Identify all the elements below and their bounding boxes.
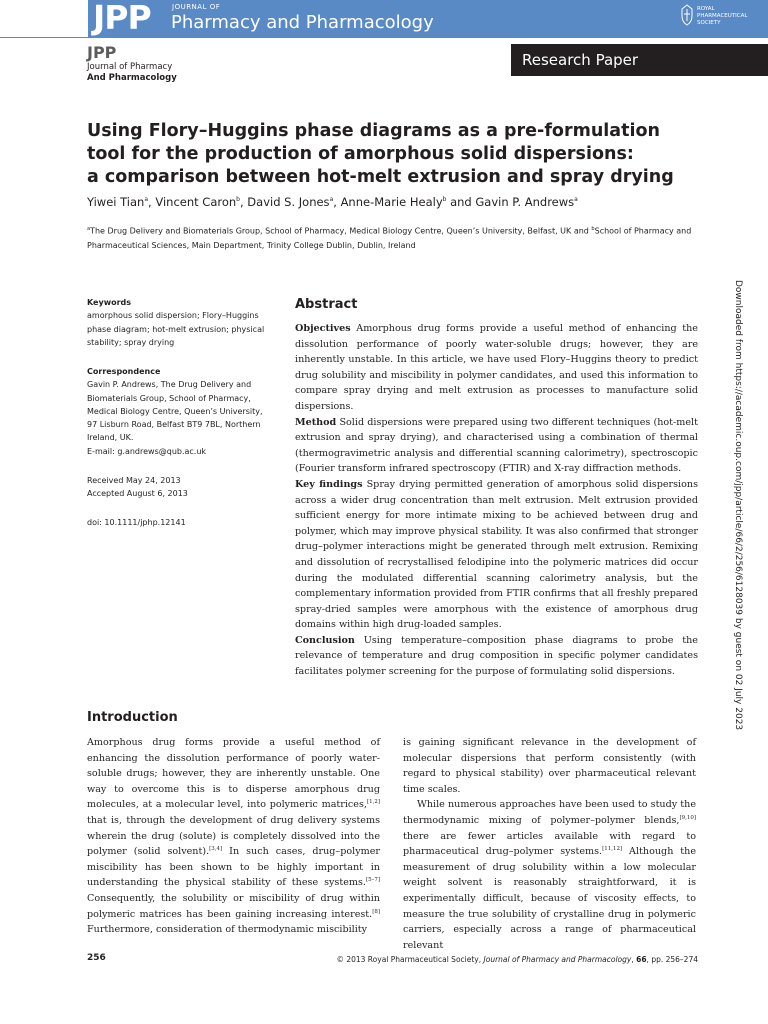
correspondence-label: Correspondence [87,367,161,376]
received-date: Received May 24, 2013 [87,476,181,485]
dates-block [87,474,269,501]
society-name: ROYAL PHARMACEUTICAL SOCIETY [697,6,748,26]
accepted-date: Accepted August 6, 2013 [87,489,188,499]
affiliations: $^a$The Drug Delivery and Biomaterials Group, School of Pharmacy, Medical Biology Centre, Queen’s University, Belfast, UK and $^b$School of Pharmacy and Pharmaceutical Sciences, Main Department, Trinity College Dublin, Dublin, Ireland [87,226,692,250]
keywords-label: Keywords [87,298,132,307]
abstract-heading: Abstract [295,297,358,312]
page-number: 256 [87,953,106,963]
journal-of-label: JOURNAL OF [172,3,221,11]
abstract-method: Method Solid dispersions were prepared using two different techniques (hot-melt extrusion and spray drying), and characterised using a combination of thermal (thermogravimetric analysis and differential scanning calorimetry), spectroscopic (Fourier transform infrared spectroscopy (FTIR) and X-ray diffraction methods. [295,416,698,475]
body-column-right: is gaining significant relevance in the development of molecular dispersions that perform consistently (with regard to physical stability) over pharmaceutical relevant time scales. While numerous approaches have been used to study the thermodynamic mixing of polymer–polymer blends,[9,10] there are fewer articles available with regard to pharmaceutical drug–polymer systems.[11,12] Although the measurement of drug solubility within a low molecular weight solvent is reasonably straightforward, it is experimentally difficult, because of viscosity effects, to measure the true solubility of crystalline drug in polymeric carriers, especially across a range of pharmaceutical relevant [403,737,696,951]
author-list: Yiwei Tian$^a$, Vincent Caron$^b$, David S. Jones$^a$, Anne-Marie Healy$^b$ and Gavin P. Andrews$^a$ [87,195,578,209]
article-title: Using Flory–Huggins phase diagrams as a pre-formulation tool for the production of amorphous solid dispersions: a comparison between hot-melt extrusion and spray drying [87,121,674,187]
introduction-heading: Introduction [87,710,178,725]
body-column-left: Amorphous drug forms provide a useful method of enhancing the dissolution performance of poorly water-soluble drugs; however, they are inherently unstable. One way to overcome this is to disperse amorphous drug molecules, at a molecular level, into polymeric matrices,[1,2] that is, through the development of drug delivery systems wherein the drug (solute) is completely dissolved into the polymer (solid solvent).[3,4] In such cases, drug–polymer miscibility has been shown to be highly important in understanding the physical stability of these systems.[5–7] Consequently, the solubility or miscibility of drug within polymeric matrices has been gaining increasing interest.[8] Furthermore, consideration of thermodynamic miscibility [87,737,380,936]
jpp-logo: JPP [93,0,151,37]
correspondence-block: Correspondence Gavin P. Andrews, The Drug Delivery and Biomaterials Group, School of Pharmacy, Medical Biology Centre, Queen’s University, 97 Lisburn Road, Belfast BT9 7BL, Northern Ireland, UK. E-mail: g.andrews@qub.ac.uk [87,365,269,458]
footer-citation: © 2013 Royal Pharmaceutical Society, Journal of Pharmacy and Pharmacology, 66, pp. 256–274 [336,955,698,964]
society-crest-icon [680,4,694,26]
section-label: Research Paper [522,51,639,69]
small-jpp-logo: JPP [87,43,117,62]
keywords-block [87,296,269,349]
abstract-body [295,321,698,680]
email-link[interactable]: E-mail: g.andrews@qub.ac.uk [87,446,207,456]
keywords-text: amorphous solid dispersion; Flory–Huggins phase diagram; hot-melt extrusion; physical stability; spray drying [87,311,265,347]
abstract-conclusion: Conclusion Using temperature–composition phase diagrams to probe the relevance of temperature and drug composition in specific polymer candidates facilitates polymer screening for the purpose of formulating solid dispersions. [295,634,698,678]
download-watermark: Downloaded from https://academic.oup.com/jpp/article/66/2/256/6128039 by guest on 02 July 2023 [733,280,743,731]
journal-name: Pharmacy and Pharmacology [171,12,434,33]
doi[interactable]: doi: 10.1111/jphp.12141 [87,518,186,527]
small-journal-name: Journal of Pharmacy And Pharmacology [87,62,177,83]
abstract-objectives: Objectives Amorphous drug forms provide a useful method of enhancing the dissolution performance of poorly water-soluble drugs; however, they are inherently unstable. In this article, we have used Flory–Huggins theory to predict drug solubility and miscibility in polymer candidates, and used this information to compare spray drying and melt extrusion as processes to manufacture solid dispersions. [295,323,698,412]
abstract-findings: Key findings Spray drying permitted generation of amorphous solid dispersions across a wider drug concentration than melt extrusion. Melt extrusion provided sufficient energy for more intimate mixing to be achieved between drug and polymer, which may improve physical stability. It was also confirmed that stronger drug–polymer interactions might be generated through melt extrusion. Remixing and dissolution of recrystallised felodipine into the polymeric matrices did occur during the modulated differential scanning calorimetry analysis, but the complementary information provided from FTIR confirms that all freshly prepared spray-dried samples were amorphous with the existence of amorphous drug domains within high drug-loaded samples. [295,478,698,631]
banner-rule [0,37,88,38]
